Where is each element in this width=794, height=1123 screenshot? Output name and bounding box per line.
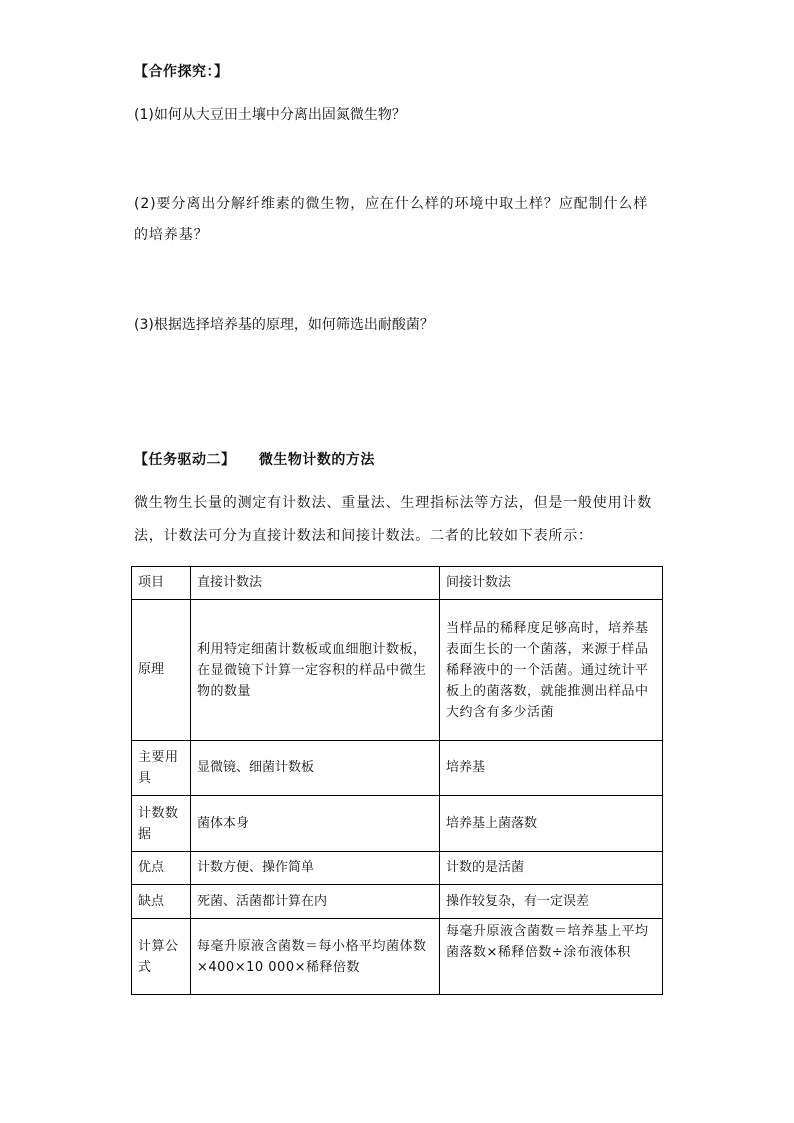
- table-header-row: [132, 567, 663, 600]
- table-cell: 每毫升原液含菌数＝培养基上平均菌落数×稀释倍数÷涂布液体积: [440, 919, 663, 995]
- table-cell: 当样品的稀释度足够高时，培养基表面生长的一个菌落，来源于样品稀释液中的一个活菌。通过统计平板上的菌落数，就能推测出样品中大约含有多少活菌: [440, 600, 663, 741]
- table-row: [132, 919, 663, 995]
- row-label: 主要用具: [132, 741, 191, 796]
- table-cell: 培养基: [440, 741, 663, 796]
- table-cell: 计数方便、操作简单: [191, 852, 440, 885]
- table-row: [132, 796, 663, 852]
- table-cell: 死菌、活菌都计算在内: [191, 885, 440, 919]
- table-row: [132, 885, 663, 919]
- task-heading: [134, 449, 375, 469]
- row-label: 原理: [132, 600, 191, 741]
- table-cell: 菌体本身: [191, 796, 440, 852]
- row-label: 计数数据: [132, 796, 191, 852]
- task-heading-title: 微生物计数的方法: [258, 452, 375, 468]
- row-label: 优点: [132, 852, 191, 885]
- question-1: (1)如何从大豆田土壤中分离出固氮微生物？: [134, 107, 406, 123]
- table-cell: 计数的是活菌: [440, 852, 663, 885]
- table-row: [132, 600, 663, 741]
- row-label: 计算公式: [132, 919, 191, 995]
- table-cell: 显微镜、细菌计数板: [191, 741, 440, 796]
- header-cell: 项目: [132, 567, 191, 600]
- task-heading-prefix: 【任务驱动二】: [134, 452, 236, 468]
- question-2: (2)要分离出分解纤维素的微生物，应在什么样的环境中取土样？应配制什么样的培养基？: [134, 196, 649, 243]
- table-cell: 利用特定细菌计数板或血细胞计数板，在显微镜下计算一定容积的样品中微生物的数量: [191, 600, 440, 741]
- table-cell: 每毫升原液含菌数＝每小格平均菌体数×400×10 000×稀释倍数: [191, 919, 440, 995]
- table-cell: 操作较复杂，有一定误差: [440, 885, 663, 919]
- header-cell: 直接计数法: [191, 567, 440, 600]
- table-cell: 培养基上菌落数: [440, 796, 663, 852]
- comparison-table: [131, 566, 663, 995]
- header-cell: 间接计数法: [440, 567, 663, 600]
- table-row: [132, 741, 663, 796]
- cooperative-inquiry-heading: 【合作探究：】: [134, 64, 229, 80]
- question-3: (3)根据选择培养基的原理，如何筛选出耐酸菌？: [134, 317, 434, 333]
- table-row: [132, 852, 663, 885]
- intro-paragraph: 微生物生长量的测定有计数法、重量法、生理指标法等方法，但是一般使用计数法，计数法可分为直接计数法和间接计数法。二者的比较如下表所示：: [134, 495, 652, 544]
- row-label: 缺点: [132, 885, 191, 919]
